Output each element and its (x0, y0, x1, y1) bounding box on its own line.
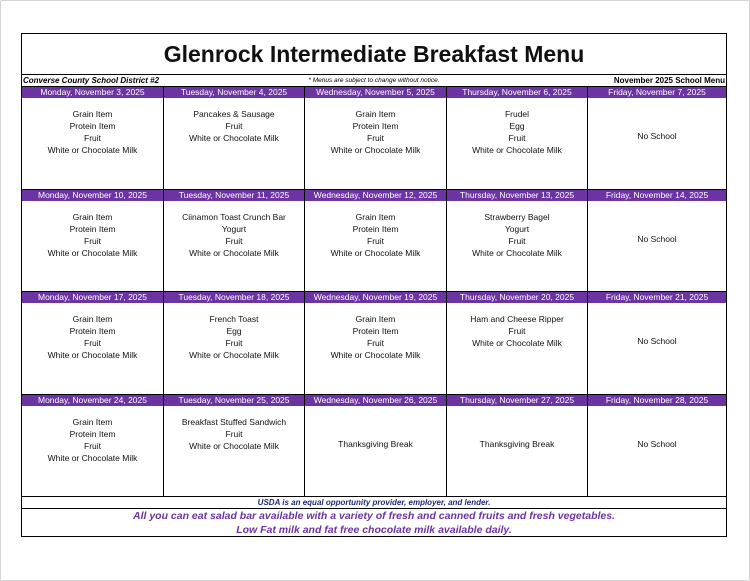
menu-item: Fruit (367, 235, 384, 246)
menu-item: Egg (226, 326, 242, 336)
day-date-header: Friday, November 7, 2025 (588, 87, 726, 98)
menu-item: Frudel (504, 109, 530, 119)
menu-item: No School (637, 336, 677, 347)
page-title: Glenrock Intermediate Breakfast Menu (163, 40, 585, 67)
menu-item: Grain Item (355, 314, 396, 324)
menu-item: No School (637, 438, 677, 449)
day-menu (588, 303, 726, 394)
day-date-header: Wednesday, November 19, 2025 (305, 292, 446, 303)
menu-item: Fruit (367, 338, 384, 348)
menu-item: Yogurt (504, 223, 530, 234)
day-menu (447, 303, 587, 394)
day-date-header: Friday, November 21, 2025 (588, 292, 726, 303)
milk-note: Low Fat milk and fat free chocolate milk available daily. (236, 524, 512, 536)
day-menu (305, 201, 446, 292)
menu-item: Protein Item (69, 223, 116, 234)
day-cell (446, 86, 587, 189)
menu-grid (22, 86, 726, 496)
day-menu (22, 98, 163, 189)
day-menu (22, 201, 163, 292)
day-date-header: Thursday, November 13, 2025 (447, 190, 587, 201)
day-cell (304, 394, 446, 497)
menu-item: White or Chocolate Milk (330, 247, 421, 258)
day-cell (304, 86, 446, 189)
menu-item: Fruit (367, 133, 384, 143)
day-date-header: Monday, November 17, 2025 (22, 292, 163, 303)
week-row (22, 291, 726, 394)
day-cell (22, 189, 163, 292)
day-date-header: Wednesday, November 26, 2025 (305, 395, 446, 406)
day-cell (446, 394, 587, 497)
day-menu (164, 201, 304, 292)
menu-item: Fruit (84, 338, 101, 348)
menu-item: Fruit (508, 235, 526, 246)
disclaimer: * Menus are subject to change without notice. (308, 77, 440, 84)
menu-item: Fruit (225, 235, 243, 246)
day-menu (447, 98, 587, 189)
menu-item: Protein Item (352, 326, 399, 336)
day-menu (588, 201, 726, 292)
menu-item: White or Chocolate Milk (189, 133, 279, 143)
menu-month: November 2025 School Menu (613, 76, 725, 85)
usda-statement: USDA is an equal opportunity provider, employer, and lender. (22, 497, 726, 509)
menu-item: Fruit (84, 440, 101, 451)
day-cell (22, 291, 163, 394)
day-date-header: Tuesday, November 25, 2025 (164, 395, 304, 406)
menu-item: Protein Item (352, 121, 399, 131)
day-cell (163, 189, 304, 292)
menu-item: Fruit (508, 326, 526, 336)
menu-item: White or Chocolate Milk (47, 247, 138, 258)
menu-item: Ciinamon Toast Crunch Bar (182, 211, 286, 222)
menu-item: White or Chocolate Milk (189, 350, 279, 360)
menu-item: Pancakes & Sausage (193, 109, 275, 119)
day-date-header: Tuesday, November 11, 2025 (164, 190, 304, 201)
district-name: Converse County School District #2 (23, 76, 160, 85)
day-date-header: Monday, November 3, 2025 (22, 87, 163, 98)
menu-item: Thanksgiving Break (479, 438, 555, 449)
day-date-header: Thursday, November 6, 2025 (447, 87, 587, 98)
menu-item: Grain Item (355, 109, 396, 119)
menu-item: Fruit (225, 338, 243, 348)
menu-item: White or Chocolate Milk (472, 247, 562, 258)
day-menu (164, 406, 304, 497)
day-menu (22, 303, 163, 394)
day-cell (304, 189, 446, 292)
menu-item: Grain Item (72, 211, 113, 222)
menu-item: Grain Item (72, 109, 113, 119)
menu-item: White or Chocolate Milk (189, 440, 279, 451)
day-cell (163, 86, 304, 189)
day-menu (305, 303, 446, 394)
week-row (22, 394, 726, 497)
day-cell (446, 291, 587, 394)
menu-item: Fruit (84, 133, 101, 143)
menu-item: Breakfast Stuffed Sandwich (181, 416, 287, 427)
day-date-header: Thursday, November 27, 2025 (447, 395, 587, 406)
day-menu (447, 406, 587, 497)
day-date-header: Wednesday, November 12, 2025 (305, 190, 446, 201)
day-cell (22, 86, 163, 189)
menu-sheet (21, 33, 727, 537)
day-cell (587, 86, 726, 189)
menu-item: Protein Item (69, 428, 116, 439)
day-cell (304, 291, 446, 394)
menu-item: Fruit (84, 235, 101, 246)
salad-bar-note: All you can eat salad bar available with a variety of fresh and canned fruits and fresh vegetables. (133, 510, 615, 522)
menu-item: White or Chocolate Milk (189, 247, 279, 258)
menu-item: Protein Item (352, 223, 399, 234)
day-date-header: Monday, November 24, 2025 (22, 395, 163, 406)
menu-item: Thanksgiving Break (338, 438, 413, 449)
menu-item: Fruit (508, 133, 526, 143)
day-cell (587, 394, 726, 497)
menu-item: White or Chocolate Milk (47, 145, 138, 155)
day-menu (164, 98, 304, 189)
day-cell (163, 394, 304, 497)
menu-item: Protein Item (69, 326, 116, 336)
menu-item: Grain Item (355, 211, 396, 222)
menu-item: Grain Item (72, 416, 113, 427)
day-menu (305, 98, 446, 189)
day-date-header: Monday, November 10, 2025 (22, 190, 163, 201)
menu-item: No School (637, 233, 677, 244)
day-date-header: Friday, November 14, 2025 (588, 190, 726, 201)
day-cell (163, 291, 304, 394)
menu-item: White or Chocolate Milk (330, 350, 421, 360)
day-menu (22, 406, 163, 497)
menu-item: Yogurt (221, 223, 247, 234)
menu-item: Strawberry Bagel (484, 211, 550, 222)
day-cell (587, 291, 726, 394)
menu-item: Ham and Cheese Ripper (470, 314, 564, 324)
day-menu (164, 303, 304, 394)
menu-item: No School (637, 131, 677, 142)
menu-item: Protein Item (69, 121, 116, 131)
day-date-header: Friday, November 28, 2025 (588, 395, 726, 406)
footer (22, 496, 726, 538)
day-menu (447, 201, 587, 292)
info-bar (22, 74, 726, 86)
day-cell (22, 394, 163, 497)
menu-item: White or Chocolate Milk (330, 145, 421, 155)
day-date-header: Thursday, November 20, 2025 (447, 292, 587, 303)
week-row (22, 189, 726, 292)
week-row (22, 86, 726, 189)
menu-item: French Toast (209, 314, 259, 324)
menu-item: White or Chocolate Milk (47, 350, 138, 360)
menu-item: Fruit (225, 428, 243, 439)
day-date-header: Wednesday, November 5, 2025 (305, 87, 446, 98)
day-date-header: Tuesday, November 4, 2025 (164, 87, 304, 98)
menu-item: Fruit (225, 121, 243, 131)
menu-item: Grain Item (72, 314, 113, 324)
menu-item: White or Chocolate Milk (47, 452, 138, 463)
day-menu (588, 406, 726, 497)
menu-item: White or Chocolate Milk (472, 338, 562, 348)
day-date-header: Tuesday, November 18, 2025 (164, 292, 304, 303)
menu-item: Egg (509, 121, 525, 131)
day-cell (587, 189, 726, 292)
day-menu (305, 406, 446, 497)
day-menu (588, 98, 726, 189)
menu-item: White or Chocolate Milk (472, 145, 562, 155)
day-cell (446, 189, 587, 292)
